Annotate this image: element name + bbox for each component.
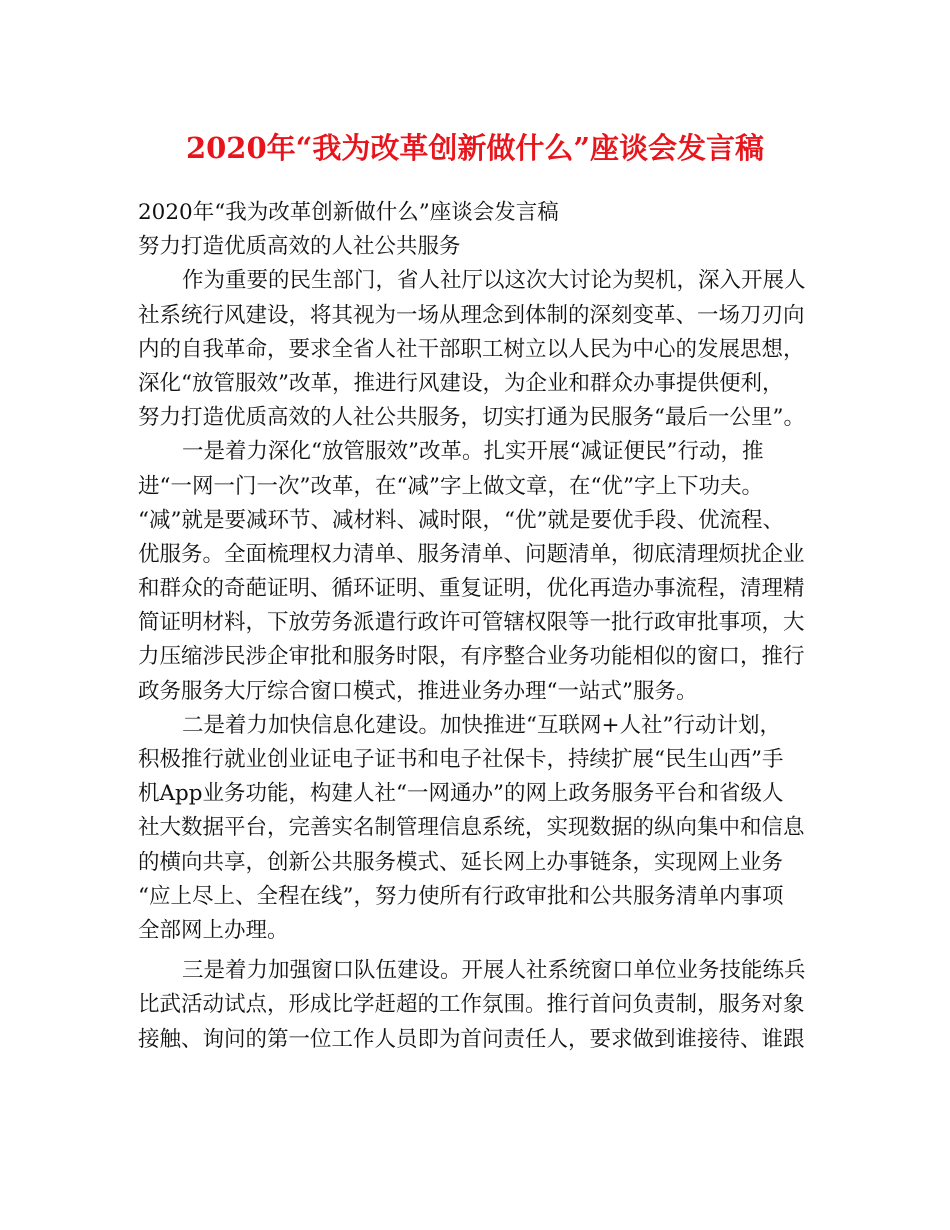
text-line: 简证明材料，下放劳务派遣行政许可管辖权限等一批行政审批事项，大	[138, 610, 805, 636]
text-line: 力压缩涉民涉企审批和服务时限，有序整合业务功能相似的窗口，推行	[138, 644, 805, 670]
text-line: 作为重要的民生部门，省人社厅以这次大讨论为契机，深入开展人	[182, 268, 806, 294]
document-body	[138, 196, 828, 1057]
text-line: 的横向共享，创新公共服务模式、延长网上办事链条，实现网上业务	[138, 849, 784, 875]
text-line: 2020年“我为改革创新做什么”座谈会发言稿	[138, 200, 559, 225]
text-line: 三是着力加强窗口队伍建设。开展人社系统窗口单位业务技能练兵	[182, 958, 806, 984]
text-line: 机App业务功能，构建人社“一网通办”的网上政务服务平台和省级人	[138, 781, 784, 807]
text-line: 社系统行风建设，将其视为一场从理念到体制的深刻变革、一场刀刃向	[138, 302, 805, 328]
text-line: 努力打造优质高效的人社公共服务	[138, 234, 461, 260]
text-line: “减”就是要减环节、减材料、减时限，“优”就是要优手段、优流程、	[138, 507, 784, 533]
text-line: “应上尽上、全程在线”，努力使所有行政审批和公共服务清单内事项	[138, 883, 784, 909]
text-line: 努力打造优质高效的人社公共服务，切实打通为民服务“最后一公里”。	[138, 405, 805, 431]
text-line: 进“一网一门一次”改革，在“减”字上做文章，在“优”字上下功夫。	[138, 473, 763, 499]
text-line: 内的自我革命，要求全省人社干部职工树立以人民为中心的发展思想，	[138, 336, 805, 362]
text-line: 和群众的奇葩证明、循环证明、重复证明，优化再造办事流程，清理精	[138, 576, 805, 602]
text-line: 深化“放管服效”改革，推进行风建设，为企业和群众办事提供便利，	[138, 370, 784, 396]
text-line: 二是着力加快信息化建设。加快推进“互联网+人社”行动计划，	[182, 712, 782, 738]
text-line: 优服务。全面梳理权力清单、服务清单、问题清单，彻底清理烦扰企业	[138, 541, 805, 567]
text-line: 政务服务大厅综合窗口模式，推进业务办理“一站式”服务。	[138, 678, 698, 704]
text-line: 一是着力深化“放管服效”改革。扎实开展“减证便民”行动，推	[182, 439, 764, 465]
text-line: 积极推行就业创业证电子证书和电子社保卡，持续扩展“民生山西”手	[138, 747, 784, 772]
text-line: 比武活动试点，形成比学赶超的工作氛围。推行首问负责制，服务对象	[138, 992, 805, 1018]
text-line: 全部网上办理。	[138, 917, 289, 943]
document-title: 2020年“我为改革创新做什么”座谈会发言稿	[185, 131, 765, 165]
text-line: 社大数据平台，完善实名制管理信息系统，实现数据的纵向集中和信息	[138, 815, 805, 841]
text-line: 接触、询问的第一位工作人员即为首问责任人，要求做到谁接待、谁跟	[138, 1026, 805, 1052]
